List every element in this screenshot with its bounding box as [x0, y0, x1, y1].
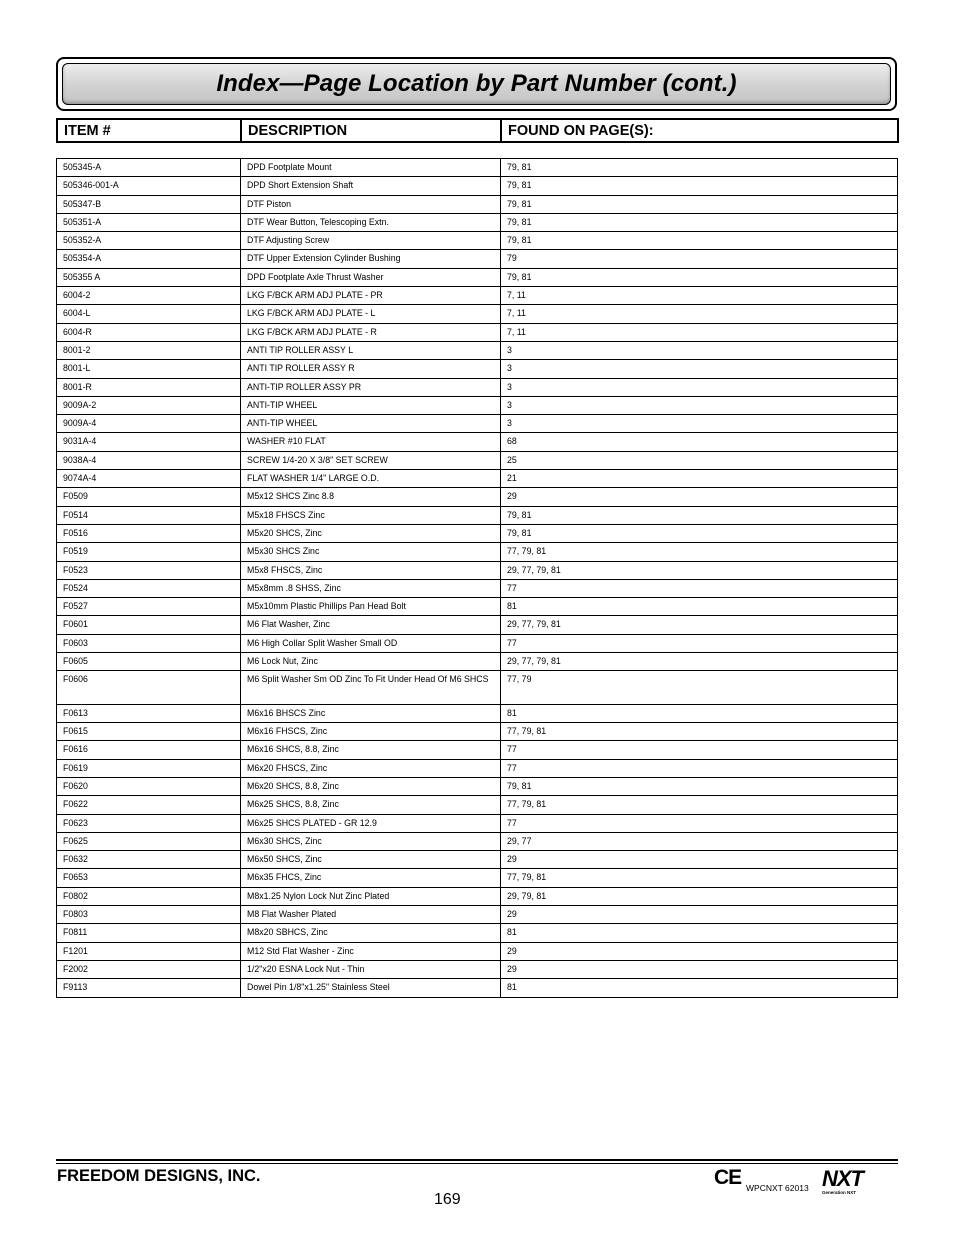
table-row — [57, 396, 898, 414]
description-cell: LKG F/BCK ARM ADJ PLATE - R — [241, 323, 501, 341]
item-number-cell: F0524 — [57, 579, 241, 597]
table-row — [57, 543, 898, 561]
table-row — [57, 598, 898, 616]
table-row — [57, 869, 898, 887]
pages-cell: 29, 77 — [501, 832, 898, 850]
item-number-cell: F0625 — [57, 832, 241, 850]
page-number: 169 — [434, 1191, 461, 1208]
table-row — [57, 159, 898, 177]
pages-cell: 3 — [501, 415, 898, 433]
description-cell: DTF Piston — [241, 195, 501, 213]
pages-cell: 79, 81 — [501, 778, 898, 796]
parts-index-table — [56, 158, 898, 998]
pages-cell: 77 — [501, 634, 898, 652]
table-row — [57, 524, 898, 542]
item-number-cell: 505355 A — [57, 268, 241, 286]
pages-cell: 3 — [501, 378, 898, 396]
table-row — [57, 796, 898, 814]
item-number-cell: F0623 — [57, 814, 241, 832]
pages-cell: 7, 11 — [501, 305, 898, 323]
item-number-cell: 505347-B — [57, 195, 241, 213]
document-code: WPCNXT 62013 — [746, 1183, 809, 1193]
pages-cell: 79, 81 — [501, 506, 898, 524]
pages-cell: 3 — [501, 360, 898, 378]
ce-mark-logo: CE — [714, 1166, 742, 1189]
item-number-cell: 505351-A — [57, 213, 241, 231]
page-title: Index—Page Location by Part Number (cont.) — [216, 70, 737, 97]
pages-cell: 77 — [501, 579, 898, 597]
table-row — [57, 832, 898, 850]
description-cell: FLAT WASHER 1/4" LARGE O.D. — [241, 470, 501, 488]
table-row — [57, 814, 898, 832]
pages-cell: 3 — [501, 341, 898, 359]
pages-cell: 29 — [501, 851, 898, 869]
item-number-cell: F0615 — [57, 723, 241, 741]
table-row — [57, 360, 898, 378]
title-banner-inner — [62, 63, 891, 105]
item-number-cell: F0622 — [57, 796, 241, 814]
pages-cell: 79, 81 — [501, 195, 898, 213]
pages-cell: 29, 79, 81 — [501, 887, 898, 905]
pages-cell: 79, 81 — [501, 213, 898, 231]
table-row — [57, 942, 898, 960]
table-row — [57, 341, 898, 359]
description-cell: M6x16 BHSCS Zinc — [241, 704, 501, 722]
item-number-cell: F0519 — [57, 543, 241, 561]
description-cell: LKG F/BCK ARM ADJ PLATE - L — [241, 305, 501, 323]
item-number-cell: 6004-2 — [57, 287, 241, 305]
description-cell: ANTI-TIP ROLLER ASSY PR — [241, 378, 501, 396]
table-row — [57, 323, 898, 341]
pages-cell: 77, 79, 81 — [501, 543, 898, 561]
description-cell: M6 Lock Nut, Zinc — [241, 653, 501, 671]
nxt-logo-word: NXT — [822, 1166, 863, 1191]
description-cell: LKG F/BCK ARM ADJ PLATE - PR — [241, 287, 501, 305]
table-row — [57, 506, 898, 524]
pages-cell: 29, 77, 79, 81 — [501, 616, 898, 634]
table-row — [57, 704, 898, 722]
table-row — [57, 305, 898, 323]
pages-cell: 7, 11 — [501, 287, 898, 305]
item-number-cell: 6004-R — [57, 323, 241, 341]
item-number-cell: F0616 — [57, 741, 241, 759]
item-number-cell: 8001-R — [57, 378, 241, 396]
table-row — [57, 561, 898, 579]
description-cell: M5x20 SHCS, Zinc — [241, 524, 501, 542]
table-row — [57, 470, 898, 488]
table-row — [57, 488, 898, 506]
table-row — [57, 195, 898, 213]
description-cell: DPD Short Extension Shaft — [241, 177, 501, 195]
pages-cell: 77, 79, 81 — [501, 796, 898, 814]
item-number-cell: 8001-2 — [57, 341, 241, 359]
header-found-on-pages: FOUND ON PAGE(S): — [501, 119, 898, 142]
column-header-table — [56, 118, 899, 143]
description-cell: M6x16 FHSCS, Zinc — [241, 723, 501, 741]
description-cell: DPD Footplate Mount — [241, 159, 501, 177]
description-cell: DTF Adjusting Screw — [241, 232, 501, 250]
table-row — [57, 378, 898, 396]
table-row — [57, 287, 898, 305]
header-item-number: ITEM # — [57, 119, 241, 142]
table-row — [57, 924, 898, 942]
item-number-cell: F0605 — [57, 653, 241, 671]
table-row — [57, 723, 898, 741]
company-name: FREEDOM DESIGNS, INC. — [57, 1167, 261, 1185]
pages-cell: 77, 79, 81 — [501, 869, 898, 887]
table-row — [57, 433, 898, 451]
pages-cell: 79 — [501, 250, 898, 268]
pages-cell: 81 — [501, 924, 898, 942]
table-row — [57, 250, 898, 268]
item-number-cell: F0514 — [57, 506, 241, 524]
description-cell: M6x20 FHSCS, Zinc — [241, 759, 501, 777]
description-cell: M8x20 SBHCS, Zinc — [241, 924, 501, 942]
table-row — [57, 960, 898, 978]
header-description: DESCRIPTION — [241, 119, 501, 142]
item-number-cell: F0632 — [57, 851, 241, 869]
table-row — [57, 579, 898, 597]
description-cell: WASHER #10 FLAT — [241, 433, 501, 451]
item-number-cell: 505346-001-A — [57, 177, 241, 195]
pages-cell: 79, 81 — [501, 177, 898, 195]
pages-cell: 29, 77, 79, 81 — [501, 561, 898, 579]
table-row — [57, 634, 898, 652]
description-cell: ANTI TIP ROLLER ASSY L — [241, 341, 501, 359]
parts-index-rows — [57, 159, 898, 998]
item-number-cell: F0620 — [57, 778, 241, 796]
pages-cell: 77, 79 — [501, 671, 898, 705]
description-cell: ANTI TIP ROLLER ASSY R — [241, 360, 501, 378]
description-cell: M8 Flat Washer Plated — [241, 906, 501, 924]
description-cell: M5x12 SHCS Zinc 8.8 — [241, 488, 501, 506]
description-cell: M6x25 SHCS, 8.8, Zinc — [241, 796, 501, 814]
table-row — [57, 415, 898, 433]
nxt-logo — [822, 1168, 863, 1195]
pages-cell: 77 — [501, 759, 898, 777]
item-number-cell: F0603 — [57, 634, 241, 652]
table-row — [57, 887, 898, 905]
item-number-cell: F0613 — [57, 704, 241, 722]
nxt-logo-subtitle: Generation NXT — [822, 1190, 857, 1195]
footer-rule — [56, 1159, 898, 1161]
item-number-cell: F0653 — [57, 869, 241, 887]
pages-cell: 29 — [501, 488, 898, 506]
description-cell: M5x8 FHSCS, Zinc — [241, 561, 501, 579]
title-banner — [56, 57, 897, 111]
description-cell: ANTI-TIP WHEEL — [241, 396, 501, 414]
table-row — [57, 671, 898, 705]
pages-cell: 79, 81 — [501, 232, 898, 250]
table-row — [57, 778, 898, 796]
pages-cell: 29 — [501, 960, 898, 978]
pages-cell: 29, 77, 79, 81 — [501, 653, 898, 671]
description-cell: M6x25 SHCS PLATED - GR 12.9 — [241, 814, 501, 832]
description-cell: M6 High Collar Split Washer Small OD — [241, 634, 501, 652]
item-number-cell: 505352-A — [57, 232, 241, 250]
pages-cell: 3 — [501, 396, 898, 414]
description-cell: M6x50 SHCS, Zinc — [241, 851, 501, 869]
item-number-cell: F0606 — [57, 671, 241, 705]
item-number-cell: 9031A-4 — [57, 433, 241, 451]
table-row — [57, 213, 898, 231]
item-number-cell: F0811 — [57, 924, 241, 942]
description-cell: 1/2"x20 ESNA Lock Nut - Thin — [241, 960, 501, 978]
item-number-cell: 505354-A — [57, 250, 241, 268]
pages-cell: 79, 81 — [501, 524, 898, 542]
item-number-cell: 8001-L — [57, 360, 241, 378]
pages-cell: 21 — [501, 470, 898, 488]
description-cell: M6x35 FHCS, Zinc — [241, 869, 501, 887]
pages-cell: 81 — [501, 598, 898, 616]
item-number-cell: 9009A-2 — [57, 396, 241, 414]
pages-cell: 68 — [501, 433, 898, 451]
table-row — [57, 906, 898, 924]
description-cell: DTF Wear Button, Telescoping Extn. — [241, 213, 501, 231]
table-row — [57, 232, 898, 250]
description-cell: M5x18 FHSCS Zinc — [241, 506, 501, 524]
pages-cell: 77, 79, 81 — [501, 723, 898, 741]
description-cell: DTF Upper Extension Cylinder Bushing — [241, 250, 501, 268]
item-number-cell: 6004-L — [57, 305, 241, 323]
table-row — [57, 741, 898, 759]
description-cell: DPD Footplate Axle Thrust Washer — [241, 268, 501, 286]
pages-cell: 77 — [501, 814, 898, 832]
item-number-cell: 9038A-4 — [57, 451, 241, 469]
description-cell: M6 Split Washer Sm OD Zinc To Fit Under Head Of M6 SHCS — [241, 671, 501, 705]
item-number-cell: 505345-A — [57, 159, 241, 177]
table-row — [57, 653, 898, 671]
item-number-cell: 9009A-4 — [57, 415, 241, 433]
item-number-cell: 9074A-4 — [57, 470, 241, 488]
description-cell: Dowel Pin 1/8"x1.25" Stainless Steel — [241, 979, 501, 997]
footer-rule-thin — [56, 1163, 898, 1164]
item-number-cell: F0619 — [57, 759, 241, 777]
description-cell: M5x30 SHCS Zinc — [241, 543, 501, 561]
description-cell: M8x1.25 Nylon Lock Nut Zinc Plated — [241, 887, 501, 905]
item-number-cell: F1201 — [57, 942, 241, 960]
pages-cell: 25 — [501, 451, 898, 469]
table-row — [57, 979, 898, 997]
pages-cell: 7, 11 — [501, 323, 898, 341]
description-cell: ANTI-TIP WHEEL — [241, 415, 501, 433]
table-row — [57, 616, 898, 634]
item-number-cell: F0803 — [57, 906, 241, 924]
item-number-cell: F0527 — [57, 598, 241, 616]
pages-cell: 29 — [501, 906, 898, 924]
table-row — [57, 759, 898, 777]
item-number-cell: F2002 — [57, 960, 241, 978]
pages-cell: 79, 81 — [501, 159, 898, 177]
item-number-cell: F0523 — [57, 561, 241, 579]
description-cell: M6 Flat Washer, Zinc — [241, 616, 501, 634]
pages-cell: 81 — [501, 704, 898, 722]
description-cell: M5x8mm .8 SHSS, Zinc — [241, 579, 501, 597]
pages-cell: 77 — [501, 741, 898, 759]
pages-cell: 81 — [501, 979, 898, 997]
description-cell: M5x10mm Plastic Phillips Pan Head Bolt — [241, 598, 501, 616]
item-number-cell: F0802 — [57, 887, 241, 905]
item-number-cell: F0509 — [57, 488, 241, 506]
item-number-cell: F0601 — [57, 616, 241, 634]
table-row — [57, 268, 898, 286]
table-row — [57, 851, 898, 869]
pages-cell: 29 — [501, 942, 898, 960]
table-row — [57, 451, 898, 469]
description-cell: SCREW 1/4-20 X 3/8" SET SCREW — [241, 451, 501, 469]
item-number-cell: F9113 — [57, 979, 241, 997]
pages-cell: 79, 81 — [501, 268, 898, 286]
description-cell: M12 Std Flat Washer - Zinc — [241, 942, 501, 960]
description-cell: M6x16 SHCS, 8.8, Zinc — [241, 741, 501, 759]
description-cell: M6x30 SHCS, Zinc — [241, 832, 501, 850]
description-cell: M6x20 SHCS, 8.8, Zinc — [241, 778, 501, 796]
table-row — [57, 177, 898, 195]
item-number-cell: F0516 — [57, 524, 241, 542]
